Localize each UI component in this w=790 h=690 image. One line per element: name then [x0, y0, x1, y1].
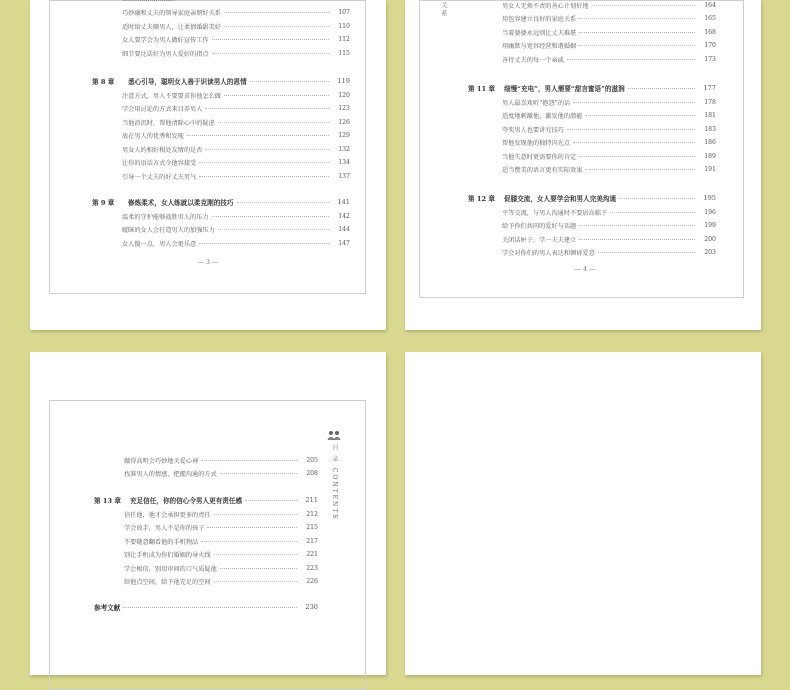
dot-leader	[201, 541, 297, 542]
toc-entry	[502, 12, 716, 26]
entry-title: 学会对你们的男人表达和倾诉爱意	[502, 250, 595, 257]
entry-page-number: 191	[704, 166, 716, 173]
dot-leader	[220, 568, 297, 569]
dot-leader	[214, 581, 297, 582]
dot-leader	[201, 460, 297, 461]
entry-title: 关闭话匣子，学一夫夫建立	[502, 236, 577, 244]
entry-page-number: 221	[306, 551, 318, 558]
chapter-label: 第 11 章	[468, 85, 495, 93]
toc-entry	[122, 33, 350, 47]
entry-title: 细节要比话好为男人爱好的指点	[122, 50, 209, 58]
dot-leader	[250, 81, 329, 82]
toc-entry	[124, 575, 318, 589]
chapter-page-number: 211	[305, 496, 318, 504]
toc-page-3	[30, 0, 386, 330]
dot-leader	[592, 5, 695, 6]
dot-leader	[585, 169, 695, 170]
entry-page-number: 112	[338, 36, 350, 43]
blank-page	[405, 352, 761, 675]
entry-title: 夸奖男人也要讲究技巧	[502, 126, 564, 134]
toc-entry	[502, 163, 716, 177]
entry-title: 给他点空间，给予他充足的空间	[124, 579, 211, 586]
toc-entry	[502, 52, 716, 66]
toc-entry	[502, 149, 716, 163]
entry-title: 男人最喜欢听“抱怨”的话	[502, 99, 571, 107]
entry-page-number: 164	[704, 1, 716, 9]
dot-leader	[218, 122, 329, 123]
entry-title: 当他消沉时，帮他清除心中的疑虑	[122, 119, 215, 127]
toc-entry	[124, 561, 318, 575]
toc-entry	[124, 453, 318, 467]
toc-entry	[122, 209, 350, 223]
entry-title	[122, 0, 175, 3]
dot-leader	[628, 88, 695, 89]
dot-leader	[245, 500, 297, 501]
entry-page-number: 226	[306, 578, 318, 585]
toc-entry	[502, 219, 716, 233]
chapter-title: 充足信任，你的信心令男人更有责任感	[130, 497, 243, 505]
toc-entry	[502, 109, 716, 123]
entry-page-number: 199	[704, 222, 716, 229]
dot-leader	[573, 102, 695, 103]
dot-leader	[579, 45, 695, 46]
toc-entry	[122, 6, 350, 20]
references-page-number: 230	[305, 603, 318, 611]
entry-title: 帮他发现他的独特闪光点	[502, 140, 571, 147]
toc-entry	[122, 102, 350, 116]
toc-entry	[124, 521, 318, 535]
toc-entry	[122, 19, 350, 33]
toc-entry	[502, 0, 716, 12]
dot-leader	[199, 162, 329, 163]
toc-entry	[502, 95, 716, 109]
entry-page-number: 123	[338, 105, 350, 112]
toc-entry	[122, 223, 350, 237]
chapter-page-number: 177	[703, 84, 716, 92]
toc-entry	[122, 236, 350, 250]
toc-entry	[124, 534, 318, 548]
entry-title: 放在男人的优秀和发现	[122, 133, 184, 140]
toc-entry	[502, 246, 716, 260]
entry-page-number: 186	[704, 139, 716, 146]
entry-page-number: 110	[338, 22, 350, 30]
entry-page-number: 115	[338, 49, 350, 57]
entry-title: 学会相信，别用审问的口气质疑他	[124, 565, 217, 573]
chapter-heading	[468, 81, 716, 95]
toc-entry	[122, 156, 350, 170]
dot-leader	[224, 26, 329, 27]
dot-leader	[207, 527, 297, 528]
entry-title: 适时给丈夫顺男人，让柔情婚甜美好	[122, 23, 221, 31]
toc-page-4	[405, 0, 761, 330]
entry-page-number: 165	[704, 15, 716, 22]
entry-title: 女人傻一点，男人会更乐意	[122, 240, 197, 248]
chapter-page-number: 195	[703, 194, 716, 202]
entry-page-number: 129	[338, 132, 350, 139]
dot-leader	[199, 243, 329, 244]
dot-leader	[220, 473, 297, 474]
entry-page-number: 181	[704, 112, 716, 119]
dot-leader	[579, 225, 695, 226]
entry-page-number: 189	[704, 152, 716, 160]
entry-title: 用包容建立良好的家庭关系	[502, 16, 577, 23]
entry-title: 巧妙融和丈夫的领导家庭亲朋好关系	[122, 10, 221, 17]
chapter-page-number: 141	[337, 198, 350, 206]
chapter-title: 促膝交流，女人要学会和男人完美沟通	[504, 195, 617, 203]
entry-page-number: 147	[338, 239, 350, 247]
entry-page-number: 132	[338, 145, 350, 153]
entry-title: 给予你们共同的爱好与话题	[502, 223, 577, 230]
dot-leader	[579, 32, 695, 33]
couple-icon	[327, 430, 341, 440]
chapter-heading	[92, 74, 350, 88]
entry-title: 男女人的相好相处友情的是否	[122, 146, 203, 154]
entry-title: 当着婆婆永远别让丈夫难堪	[502, 29, 577, 37]
dot-leader	[598, 252, 695, 253]
dot-leader	[214, 554, 297, 555]
entry-page-number: 212	[306, 510, 318, 518]
entry-page-number: 137	[338, 172, 350, 180]
dot-leader	[237, 202, 330, 203]
side-label: 关系	[440, 2, 447, 18]
toc-entry	[122, 169, 350, 183]
dot-leader	[224, 12, 329, 13]
entry-page-number: 217	[306, 537, 318, 545]
entry-title: 男女人无须不责的善心计划好地	[502, 2, 589, 10]
toc-entry	[122, 115, 350, 129]
dot-leader	[585, 115, 695, 116]
entry-title: 学会放手，男人不是你的孩子	[124, 525, 205, 532]
entry-title: 温柔的守护能够战胜男人的压力	[122, 213, 209, 221]
chapter-heading	[94, 493, 318, 507]
chapter-page-number: 119	[337, 77, 350, 85]
toc-entry	[122, 46, 350, 60]
entry-page-number: 183	[704, 125, 716, 133]
toc-entry	[502, 136, 716, 150]
entry-page-number: 173	[704, 55, 716, 63]
toc-entry	[502, 122, 716, 136]
dot-leader	[579, 239, 695, 240]
references-entry	[94, 600, 318, 614]
toc-entry	[124, 548, 318, 562]
dot-leader	[567, 129, 695, 130]
dot-leader	[224, 95, 329, 96]
entry-title: 学会用讨论的方式来目养男人	[122, 106, 203, 113]
toc-entry	[122, 88, 350, 102]
entry-page-number: 215	[306, 524, 318, 531]
entry-title: 别让手机成为你们婚姻的导火线	[124, 552, 211, 559]
entry-page-number: 178	[704, 98, 716, 106]
chapter-title: 细慢“充电”，男人需要“甜言蜜语”的滋润	[504, 85, 625, 93]
entry-title: 用幽默与宽容经营和谐婚姻	[502, 43, 577, 50]
dot-leader	[214, 514, 297, 515]
dot-leader	[218, 229, 329, 230]
dot-leader	[123, 607, 297, 608]
toc-entry	[502, 25, 716, 39]
entry-title: 暧昧的女人会打造男人的加强压力	[122, 227, 215, 234]
dot-leader	[619, 198, 695, 199]
references-label: 参考文献	[94, 604, 121, 612]
contents-heading: 目 录 CONTENTS	[331, 444, 338, 521]
chapter-title: 悉心引导，聪明女人善于识读男人的恩情	[128, 78, 247, 86]
entry-title: 当他失意时更需要你的肯定	[502, 153, 577, 161]
chapter-label: 第 9 章	[92, 199, 115, 207]
toc-entry	[122, 129, 350, 143]
toc-page-5	[30, 352, 386, 675]
entry-page-number: 170	[704, 42, 716, 49]
entry-title: 引导一个丈夫的好丈夫男气	[122, 173, 197, 181]
page-number: — 3 —	[197, 258, 219, 266]
entry-title: 信任他，他才会承担更多的责任	[124, 511, 211, 519]
dot-leader	[212, 53, 329, 54]
entry-title: 找准男人的情感，把握沟通的方式	[124, 471, 217, 478]
entry-title: 女人要学会为男人做好宣传工作	[122, 37, 209, 44]
toc-entry	[122, 142, 350, 156]
entry-page-number: 205	[306, 456, 318, 464]
entry-page-number: 208	[306, 470, 318, 477]
page-number: — 4 —	[574, 265, 596, 273]
dot-leader	[579, 18, 695, 19]
entry-title: 注意方式，男人不要要求你他怎么做	[122, 92, 221, 100]
toc-entry	[502, 232, 716, 246]
toc-entry	[502, 205, 716, 219]
entry-title: 不要随意翻看他的手机物品	[124, 538, 199, 546]
dot-leader	[205, 108, 329, 109]
entry-page-number: 144	[338, 226, 350, 233]
entry-title: 平等交流，与男人沟通时不要居高临下	[502, 209, 608, 217]
chapter-label: 第 12 章	[468, 195, 495, 203]
dot-leader	[610, 212, 695, 213]
entry-page-number: 120	[338, 91, 350, 99]
dot-leader	[199, 176, 329, 177]
chapter-label: 第 8 章	[92, 78, 115, 86]
chapter-label: 第 13 章	[94, 497, 121, 505]
chapter-heading	[468, 191, 716, 205]
dot-leader	[579, 156, 695, 157]
entry-page-number: 134	[338, 159, 350, 166]
entry-page-number: 196	[704, 208, 716, 216]
entry-page-number: 200	[704, 235, 716, 243]
dot-leader	[205, 149, 329, 150]
dot-leader	[567, 59, 695, 60]
entry-page-number: 142	[338, 212, 350, 220]
entry-page-number: 223	[306, 564, 318, 572]
entry-page-number: 168	[704, 28, 716, 36]
toc-entry	[124, 507, 318, 521]
dot-leader	[187, 135, 329, 136]
entry-page-number: 203	[704, 249, 716, 256]
dot-leader	[573, 142, 695, 143]
toc-entry	[502, 39, 716, 53]
entry-title: 善待丈夫的每一个亲戚	[502, 56, 564, 64]
entry-title: 适度地刺激他，激发他的潜能	[502, 113, 583, 120]
dot-leader	[212, 216, 329, 217]
entry-title: 让你的语话方式令他容接受	[122, 160, 197, 167]
toc-entry	[124, 467, 318, 481]
chapter-heading	[92, 195, 350, 209]
chapter-title: 修炼柔术，女人练就以柔克刚的技巧	[128, 199, 234, 207]
entry-page-number: 126	[338, 118, 350, 126]
entry-title: 做得高明会巧妙地关爱心神	[124, 457, 199, 465]
entry-title: 适当赞美的语言更有实际效果	[502, 167, 583, 174]
entry-page-number: 107	[338, 9, 350, 16]
dot-leader	[212, 39, 329, 40]
